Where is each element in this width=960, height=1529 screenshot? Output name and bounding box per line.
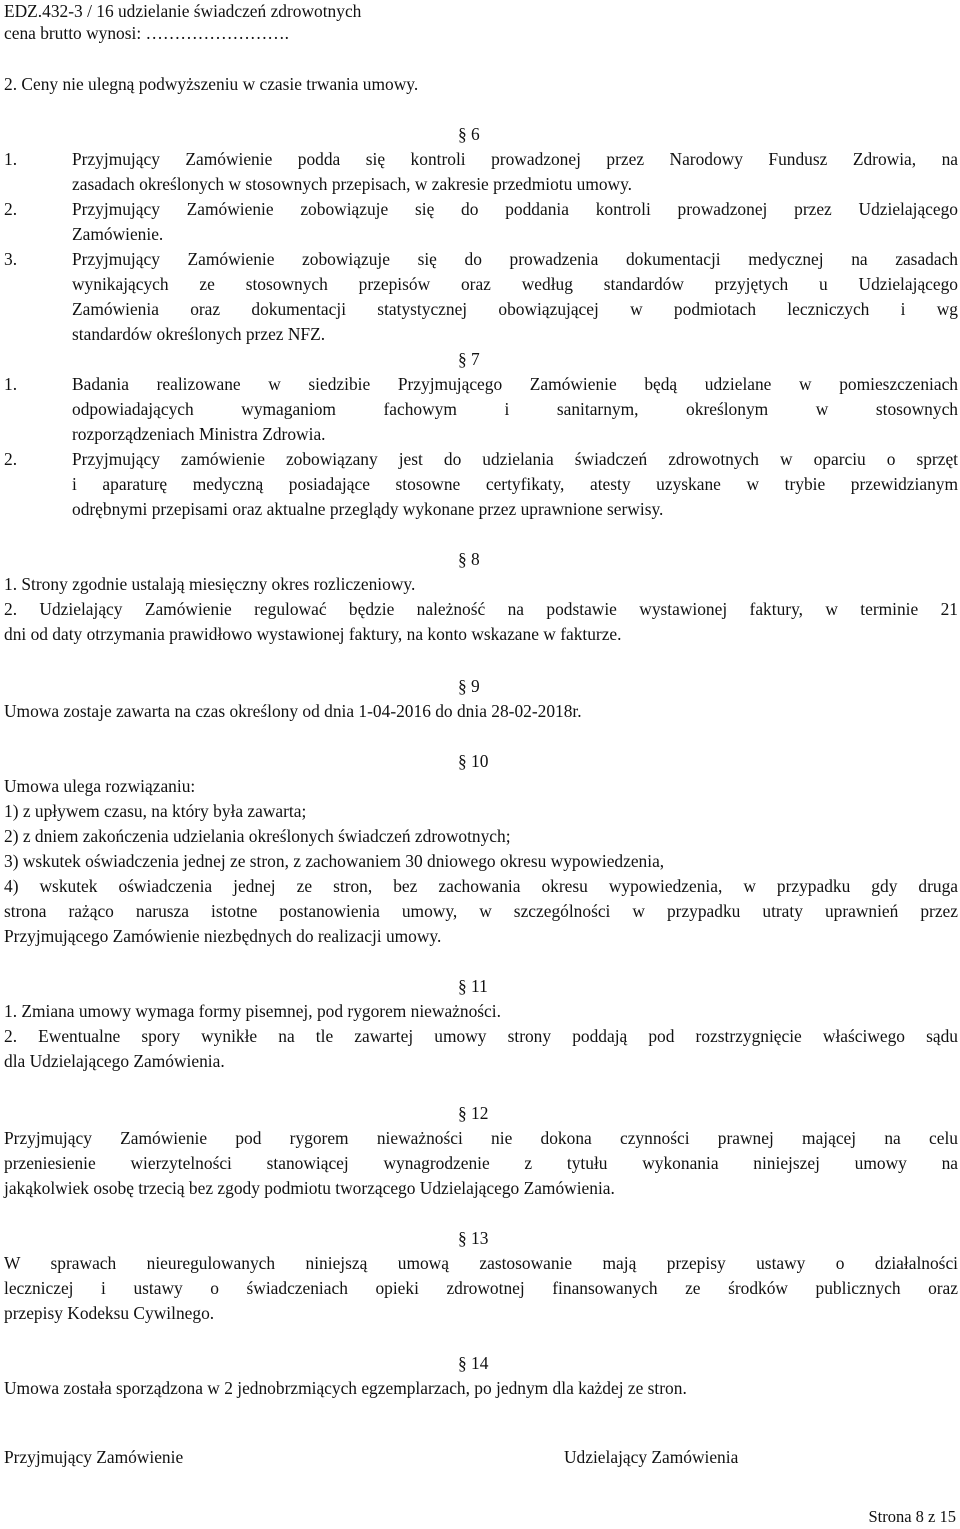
s9-line: Umowa zostaje zawarta na czas określony od dnia 1-04-2016 do dnia 28-02-2018r. — [4, 701, 582, 721]
s13-line: leczniczej i ustawy o świadczeniach opieki zdrowotnej finansowanych ze środków publicznych oraz — [4, 1278, 958, 1298]
document-header-price: cena brutto wynosi: ……………………. — [4, 23, 289, 43]
s10-line: strona rażąco narusza istotne postanowienia umowy, w szczególności w przypadku utraty uprawnień przez — [4, 901, 958, 921]
s10-line: 2) z dniem zakończenia udzielania określonych świadczeń zdrowotnych; — [4, 826, 511, 846]
s10-line: 3) wskutek oświadczenia jednej ze stron, z zachowaniem 30 dniowego okresu wypowiedzenia, — [4, 851, 665, 871]
s13-line: W sprawach nieuregulowanych niniejszą umową zastosowanie mają przepisy ustawy o działalności — [4, 1253, 958, 1273]
section-12-title: § 12 — [458, 1103, 489, 1123]
s12-line: Przyjmujący Zamówienie pod rygorem nieważności nie dokona czynności prawnej mającej na celu — [4, 1128, 958, 1148]
s6-p1-number: 1. — [4, 149, 18, 169]
s6-p3-line: Zamówienia oraz dokumentacji statystycznej obowiązującej w podmiotach leczniczych i wg — [72, 299, 958, 319]
s6-p1-line: Przyjmujący Zamówienie podda się kontroli prowadzonej przez Narodowy Fundusz Zdrowia, na — [72, 149, 958, 169]
s6-p1-line: zasadach określonych w stosownych przepisach, w zakresie przedmiotu umowy. — [72, 174, 633, 194]
section-7-title: § 7 — [458, 349, 480, 369]
s7-p2-line: i aparaturę medyczną posiadające stosowne certyfikaty, atesty uzyskane w trybie przewidzianym — [72, 474, 958, 494]
s10-line: 1) z upływem czasu, na który była zawarta; — [4, 801, 307, 821]
s7-p1-line: rozporządzeniach Ministra Zdrowia. — [72, 424, 326, 444]
s6-p2-line: Zamówienie. — [72, 224, 164, 244]
s14-line: Umowa została sporządzona w 2 jednobrzmiących egzemplarzach, po jednym dla każdej ze stron. — [4, 1378, 687, 1398]
s10-line: Umowa ulega rozwiązaniu: — [4, 776, 196, 796]
s11-line: 1. Zmiana umowy wymaga formy pisemnej, pod rygorem nieważności. — [4, 1001, 501, 1021]
s10-line: Przyjmującego Zamówienie niezbędnych do realizacji umowy. — [4, 926, 442, 946]
s7-p2-number: 2. — [4, 449, 18, 469]
s6-p3-line: Przyjmujący Zamówienie zobowiązuje się do prowadzenia dokumentacji medycznej na zasadach — [72, 249, 958, 269]
s11-line: 2. Ewentualne spory wynikłe na tle zawartej umowy strony poddają pod rozstrzygnięcie właściwego sądu — [4, 1026, 958, 1046]
s7-p1-number: 1. — [4, 374, 18, 394]
section-8-title: § 8 — [458, 549, 480, 569]
signature-contractor: Przyjmujący Zamówienie — [4, 1447, 184, 1467]
s7-p1-line: odpowiadających wymaganiom fachowym i sanitarnym, określonym w stosownych — [72, 399, 958, 419]
s6-p2-number: 2. — [4, 199, 18, 219]
s6-p3-number: 3. — [4, 249, 18, 269]
document-header-reference: EDZ.432-3 / 16 udzielanie świadczeń zdrowotnych — [4, 1, 362, 21]
s10-line: 4) wskutek oświadczenia jednej ze stron, bez zachowania okresu wypowiedzenia, w przypadku gdy druga — [4, 876, 958, 896]
s7-p2-line: Przyjmujący zamówienie zobowiązany jest do udzielania świadczeń zdrowotnych w oparciu o sprzęt — [72, 449, 958, 469]
section-11-title: § 11 — [458, 976, 488, 996]
s8-line: 1. Strony zgodnie ustalają miesięczny okres rozliczeniowy. — [4, 574, 416, 594]
section-14-title: § 14 — [458, 1353, 489, 1373]
s8-line: 2. Udzielający Zamówienie regulować będzie należność na podstawie wystawionej faktury, w terminie 21 — [4, 599, 958, 619]
s12-line: przeniesienie wierzytelności stanowiącej wynagrodzenie z tytułu wykonania niniejszej umowy na — [4, 1153, 958, 1173]
section-9-title: § 9 — [458, 676, 480, 696]
signature-ordering-party: Udzielający Zamówienia — [564, 1447, 739, 1467]
s6-p2-line: Przyjmujący Zamówienie zobowiązuje się do poddania kontroli prowadzonej przez Udzielającego — [72, 199, 958, 219]
section-6-title: § 6 — [458, 124, 480, 144]
s11-line: dla Udzielającego Zamówienia. — [4, 1051, 225, 1071]
s8-line: dni od daty otrzymania prawidłowo wystawionej faktury, na konto wskazane w fakturze. — [4, 624, 622, 644]
section-10-title: § 10 — [458, 751, 489, 771]
s13-line: przepisy Kodeksu Cywilnego. — [4, 1303, 215, 1323]
s12-line: jakąkolwiek osobę trzecią bez zgody podmiotu tworzącego Udzielającego Zamówienia. — [4, 1178, 615, 1198]
s7-p1-line: Badania realizowane w siedzibie Przyjmującego Zamówienie będą udzielane w pomieszczeniach — [72, 374, 958, 394]
page-number: Strona 8 z 15 — [868, 1507, 956, 1526]
price-clause: 2. Ceny nie ulegną podwyższeniu w czasie trwania umowy. — [4, 74, 419, 94]
section-13-title: § 13 — [458, 1228, 489, 1248]
s6-p3-line: standardów określonych przez NFZ. — [72, 324, 326, 344]
s6-p3-line: wynikających ze stosownych przepisów oraz według standardów przyjętych u Udzielającego — [72, 274, 958, 294]
s7-p2-line: odrębnymi przepisami oraz aktualne przeglądy wykonane przez uprawnione serwisy. — [72, 499, 664, 519]
